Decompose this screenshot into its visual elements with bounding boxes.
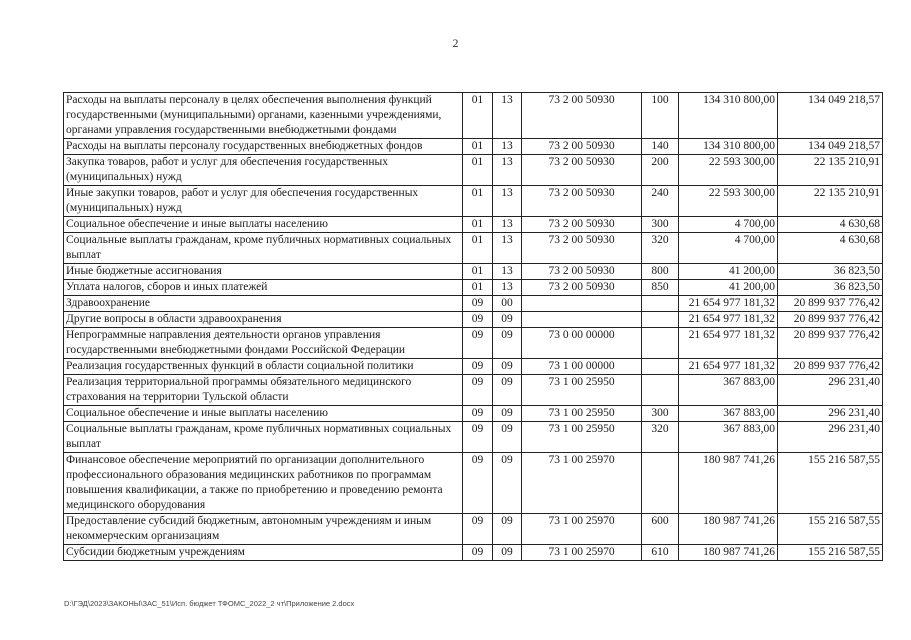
expense-name-cell: Реализация территориальной программы обязательного медицинского страхования на территории Тульской области (64, 375, 463, 406)
target-article-cell: 73 2 00 50930 (522, 233, 642, 264)
executed-amount-cell: 36 823,50 (778, 264, 883, 280)
executed-amount-cell: 20 899 937 776,42 (778, 328, 883, 359)
subsection-code-cell: 13 (493, 217, 522, 233)
table-row (64, 514, 883, 545)
table-row (64, 217, 883, 233)
approved-amount-cell: 22 593 300,00 (679, 186, 778, 217)
expense-type-cell: 300 (642, 217, 679, 233)
executed-amount-cell: 155 216 587,55 (778, 453, 883, 514)
target-article-cell: 73 2 00 50930 (522, 155, 642, 186)
executed-amount-cell: 20 899 937 776,42 (778, 359, 883, 375)
target-article-cell: 73 1 00 25970 (522, 545, 642, 561)
section-code-cell: 01 (463, 139, 493, 155)
expense-type-cell (642, 296, 679, 312)
table-row (64, 312, 883, 328)
subsection-code-cell: 09 (493, 375, 522, 406)
expense-name-cell: Социальное обеспечение и иные выплаты населению (64, 217, 463, 233)
executed-amount-cell: 134 049 218,57 (778, 139, 883, 155)
expense-type-cell: 100 (642, 93, 679, 139)
section-code-cell: 09 (463, 545, 493, 561)
subsection-code-cell: 13 (493, 93, 522, 139)
target-article-cell: 73 0 00 00000 (522, 328, 642, 359)
section-code-cell: 01 (463, 93, 493, 139)
approved-amount-cell: 22 593 300,00 (679, 155, 778, 186)
table-row (64, 328, 883, 359)
executed-amount-cell: 20 899 937 776,42 (778, 312, 883, 328)
document-path-footer: D:\ГЭД\2023\ЗАКОНЫ\ЗАС_51\Исп. бюджет ТФОМС_2022_2 чт\Приложение 2.docx (64, 599, 355, 608)
subsection-code-cell: 13 (493, 280, 522, 296)
approved-amount-cell: 21 654 977 181,32 (679, 296, 778, 312)
target-article-cell: 73 2 00 50930 (522, 264, 642, 280)
table-row (64, 139, 883, 155)
subsection-code-cell: 13 (493, 155, 522, 186)
executed-amount-cell: 134 049 218,57 (778, 93, 883, 139)
approved-amount-cell: 367 883,00 (679, 422, 778, 453)
subsection-code-cell: 09 (493, 422, 522, 453)
target-article-cell: 73 1 00 25970 (522, 453, 642, 514)
expense-name-cell: Субсидии бюджетным учреждениям (64, 545, 463, 561)
executed-amount-cell: 20 899 937 776,42 (778, 296, 883, 312)
executed-amount-cell: 296 231,40 (778, 422, 883, 453)
section-code-cell: 09 (463, 312, 493, 328)
target-article-cell: 73 1 00 25950 (522, 406, 642, 422)
expense-type-cell: 320 (642, 422, 679, 453)
executed-amount-cell: 22 135 210,91 (778, 186, 883, 217)
section-code-cell: 09 (463, 453, 493, 514)
subsection-code-cell: 13 (493, 186, 522, 217)
table-row (64, 453, 883, 514)
subsection-code-cell: 09 (493, 328, 522, 359)
subsection-code-cell: 00 (493, 296, 522, 312)
table-row (64, 186, 883, 217)
table-row (64, 422, 883, 453)
section-code-cell: 01 (463, 217, 493, 233)
expense-name-cell: Предоставление субсидий бюджетным, автономным учреждениям и иным некоммерческим организациям (64, 514, 463, 545)
subsection-code-cell: 13 (493, 233, 522, 264)
subsection-code-cell: 09 (493, 312, 522, 328)
expense-type-cell: 600 (642, 514, 679, 545)
executed-amount-cell: 4 630,68 (778, 217, 883, 233)
section-code-cell: 09 (463, 514, 493, 545)
subsection-code-cell: 13 (493, 264, 522, 280)
approved-amount-cell: 180 987 741,26 (679, 545, 778, 561)
target-article-cell: 73 1 00 25950 (522, 375, 642, 406)
table-row (64, 375, 883, 406)
section-code-cell: 09 (463, 359, 493, 375)
executed-amount-cell: 22 135 210,91 (778, 155, 883, 186)
approved-amount-cell: 180 987 741,26 (679, 453, 778, 514)
expense-name-cell: Уплата налогов, сборов и иных платежей (64, 280, 463, 296)
approved-amount-cell: 21 654 977 181,32 (679, 359, 778, 375)
target-article-cell: 73 1 00 00000 (522, 359, 642, 375)
table-row (64, 296, 883, 312)
approved-amount-cell: 4 700,00 (679, 217, 778, 233)
section-code-cell: 09 (463, 422, 493, 453)
expense-name-cell: Иные закупки товаров, работ и услуг для обеспечения государственных (муниципальных) нужд (64, 186, 463, 217)
expense-type-cell: 300 (642, 406, 679, 422)
target-article-cell (522, 296, 642, 312)
expense-name-cell: Финансовое обеспечение мероприятий по организации дополнительного профессионального образования медицинских работников по программам повышения квалификации, а также по приобретению и проведению ремонта медицинского оборудования (64, 453, 463, 514)
executed-amount-cell: 36 823,50 (778, 280, 883, 296)
approved-amount-cell: 367 883,00 (679, 375, 778, 406)
expense-type-cell (642, 328, 679, 359)
table-row (64, 359, 883, 375)
table-row (64, 406, 883, 422)
section-code-cell: 01 (463, 186, 493, 217)
expense-type-cell (642, 453, 679, 514)
section-code-cell: 01 (463, 155, 493, 186)
target-article-cell: 73 1 00 25950 (522, 422, 642, 453)
section-code-cell: 09 (463, 375, 493, 406)
expense-name-cell: Социальные выплаты гражданам, кроме публичных нормативных социальных выплат (64, 233, 463, 264)
section-code-cell: 09 (463, 328, 493, 359)
executed-amount-cell: 296 231,40 (778, 375, 883, 406)
subsection-code-cell: 09 (493, 406, 522, 422)
table-row (64, 280, 883, 296)
expense-type-cell: 140 (642, 139, 679, 155)
approved-amount-cell: 367 883,00 (679, 406, 778, 422)
table-row (64, 545, 883, 561)
target-article-cell: 73 2 00 50930 (522, 280, 642, 296)
approved-amount-cell: 21 654 977 181,32 (679, 328, 778, 359)
expense-type-cell (642, 312, 679, 328)
executed-amount-cell: 155 216 587,55 (778, 545, 883, 561)
subsection-code-cell: 09 (493, 514, 522, 545)
target-article-cell: 73 2 00 50930 (522, 139, 642, 155)
expense-name-cell: Социальные выплаты гражданам, кроме публичных нормативных социальных выплат (64, 422, 463, 453)
expense-type-cell: 850 (642, 280, 679, 296)
expense-name-cell: Непрограммные направления деятельности органов управления государственными внебюджетными фондами Российской Федерации (64, 328, 463, 359)
budget-table (63, 92, 883, 561)
section-code-cell: 09 (463, 406, 493, 422)
approved-amount-cell: 134 310 800,00 (679, 139, 778, 155)
executed-amount-cell: 296 231,40 (778, 406, 883, 422)
target-article-cell: 73 2 00 50930 (522, 93, 642, 139)
expense-name-cell: Реализация государственных функций в области социальной политики (64, 359, 463, 375)
section-code-cell: 09 (463, 296, 493, 312)
expense-name-cell: Иные бюджетные ассигнования (64, 264, 463, 280)
table-row (64, 233, 883, 264)
target-article-cell: 73 2 00 50930 (522, 217, 642, 233)
subsection-code-cell: 13 (493, 139, 522, 155)
executed-amount-cell: 155 216 587,55 (778, 514, 883, 545)
expense-name-cell: Расходы на выплаты персоналу в целях обеспечения выполнения функций государственными (муниципальными) органами, казенными учреждениями, органами управления государственными внебюджетными фондами (64, 93, 463, 139)
target-article-cell: 73 2 00 50930 (522, 186, 642, 217)
section-code-cell: 01 (463, 233, 493, 264)
approved-amount-cell: 4 700,00 (679, 233, 778, 264)
executed-amount-cell: 4 630,68 (778, 233, 883, 264)
approved-amount-cell: 41 200,00 (679, 264, 778, 280)
section-code-cell: 01 (463, 264, 493, 280)
target-article-cell: 73 1 00 25970 (522, 514, 642, 545)
page-number: 2 (452, 36, 459, 50)
approved-amount-cell: 41 200,00 (679, 280, 778, 296)
section-code-cell: 01 (463, 280, 493, 296)
expense-type-cell: 800 (642, 264, 679, 280)
expense-type-cell: 240 (642, 186, 679, 217)
subsection-code-cell: 09 (493, 545, 522, 561)
expense-type-cell: 200 (642, 155, 679, 186)
expense-name-cell: Расходы на выплаты персоналу государственных внебюджетных фондов (64, 139, 463, 155)
table-row (64, 155, 883, 186)
expense-type-cell: 610 (642, 545, 679, 561)
subsection-code-cell: 09 (493, 359, 522, 375)
expense-name-cell: Здравоохранение (64, 296, 463, 312)
subsection-code-cell: 09 (493, 453, 522, 514)
expense-name-cell: Закупка товаров, работ и услуг для обеспечения государственных (муниципальных) нужд (64, 155, 463, 186)
approved-amount-cell: 134 310 800,00 (679, 93, 778, 139)
expense-type-cell: 320 (642, 233, 679, 264)
expense-name-cell: Другие вопросы в области здравоохранения (64, 312, 463, 328)
expense-name-cell: Социальное обеспечение и иные выплаты населению (64, 406, 463, 422)
approved-amount-cell: 180 987 741,26 (679, 514, 778, 545)
table-row (64, 93, 883, 139)
expense-type-cell (642, 359, 679, 375)
expense-type-cell (642, 375, 679, 406)
approved-amount-cell: 21 654 977 181,32 (679, 312, 778, 328)
target-article-cell (522, 312, 642, 328)
table-row (64, 264, 883, 280)
